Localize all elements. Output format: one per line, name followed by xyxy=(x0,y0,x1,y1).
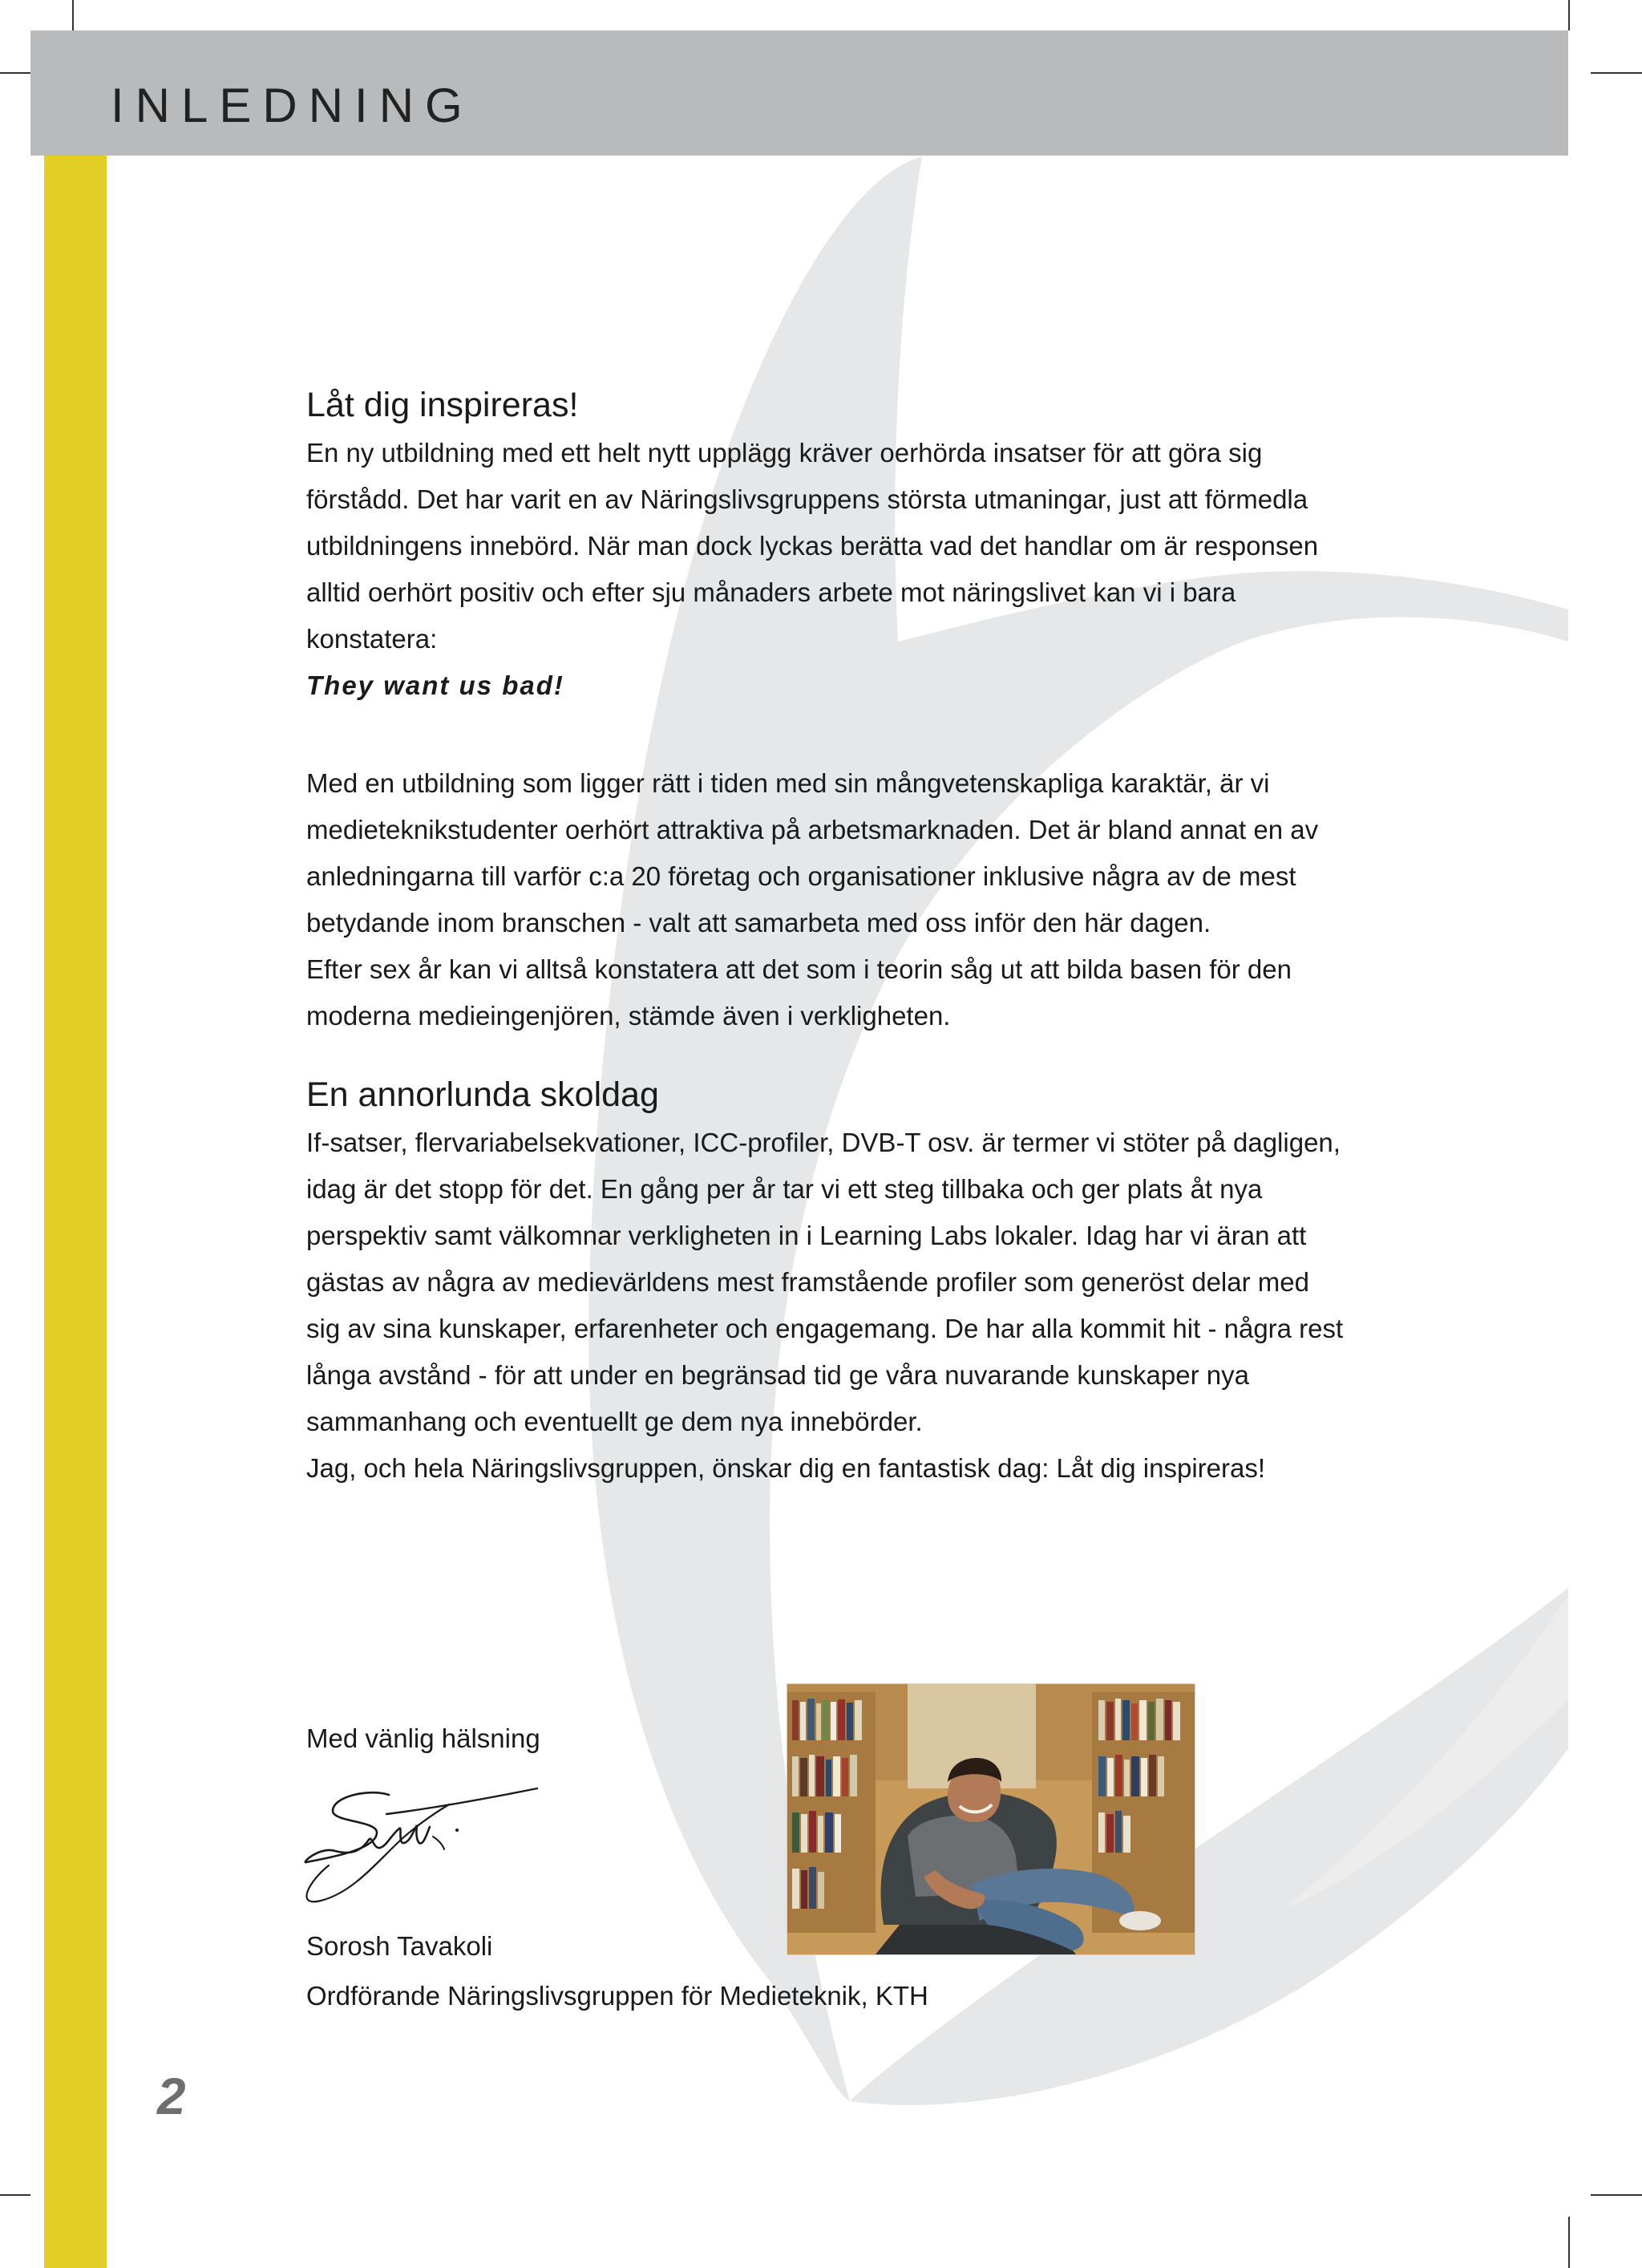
wish-paragraph: Jag, och hela Näringslivsgruppen, önskar dig en fantastisk dag: Låt dig inspireras! xyxy=(306,1453,1266,1483)
photo-illustration xyxy=(787,1684,1195,1954)
crop-mark xyxy=(1568,2217,1570,2268)
page-number: 2 xyxy=(157,2068,186,2125)
spacer xyxy=(306,709,1349,760)
conclusion-paragraph: Efter sex år kan vi alltså konstatera att det som i teorin såg ut att bilda basen för den moderna medieingenjören, stämde även i verkligheten. xyxy=(306,954,1292,1031)
spacer xyxy=(306,1039,1349,1070)
intro-paragraph: En ny utbildning med ett helt nytt upplägg kräver oerhörda insatser för att göra sig förstådd. Det har varit en av Näringslivsgruppens största utmaningar, just att förmedla utbildningens innebörd. När man dock lyckas berätta vad det handlar om är responsen alltid oerhört positiv och efter sju månaders arbete mot näringslivet kan vi i bara konstatera: xyxy=(306,438,1319,654)
schoolday-paragraph: If-satser, flervariabelsekvationer, ICC-profiler, DVB-T osv. är termer vi stöter på dagligen, idag är det stopp för det. En gång per år tar vi ett steg tillbaka och ger plats åt nya perspektiv samt välkomnar verkligheten in i Learning Labs lokaler. Idag har vi äran att gästas av några av medievärldens mest framstående profiler som generöst delar med sig av sina kunskaper, erfarenheter och engagemang. De har alla kommit hit - några rest långa avstånd - för att under en begränsad tid ge våra nuvarande kunskaper nya sammanhang och eventuellt ge dem nya innebörder. xyxy=(306,1128,1344,1436)
closing-text: Med vänlig hälsning xyxy=(306,1723,540,1753)
handwritten-signature xyxy=(297,1772,585,1917)
crop-mark xyxy=(0,2194,30,2196)
crop-mark xyxy=(0,72,30,74)
bookshelf-left xyxy=(787,1692,876,1933)
crop-mark xyxy=(1591,2194,1642,2196)
crop-mark xyxy=(1568,0,1570,30)
portrait-photo xyxy=(787,1683,1195,1955)
accent-bar xyxy=(44,156,107,2268)
education-paragraph: Med en utbildning som ligger rätt i tiden med sin mångvetenskapliga karaktär, är vi medieteknikstudenter oerhört attraktiva på arbetsmarknaden. Det är bland annat en av anledningarna till varför c:a 20 företag och organisationer inklusive några av de mest betydande inom branschen - valt att samarbeta med oss inför den här dagen. xyxy=(306,768,1319,938)
tagline: They want us bad! xyxy=(306,670,564,700)
heading-lat-dig-inspireras: Låt dig inspireras! xyxy=(306,386,579,424)
section-title: INLEDNING xyxy=(111,79,474,132)
signer-name: Sorosh Tavakoli xyxy=(306,1931,493,1961)
article-body xyxy=(306,380,1349,1492)
heading-en-annorlunda-skoldag: En annorlunda skoldag xyxy=(306,1075,659,1114)
crop-mark xyxy=(72,0,74,30)
signer-title: Ordförande Näringslivsgruppen för Medieteknik, KTH xyxy=(306,1981,928,2011)
crop-mark xyxy=(1591,72,1642,74)
